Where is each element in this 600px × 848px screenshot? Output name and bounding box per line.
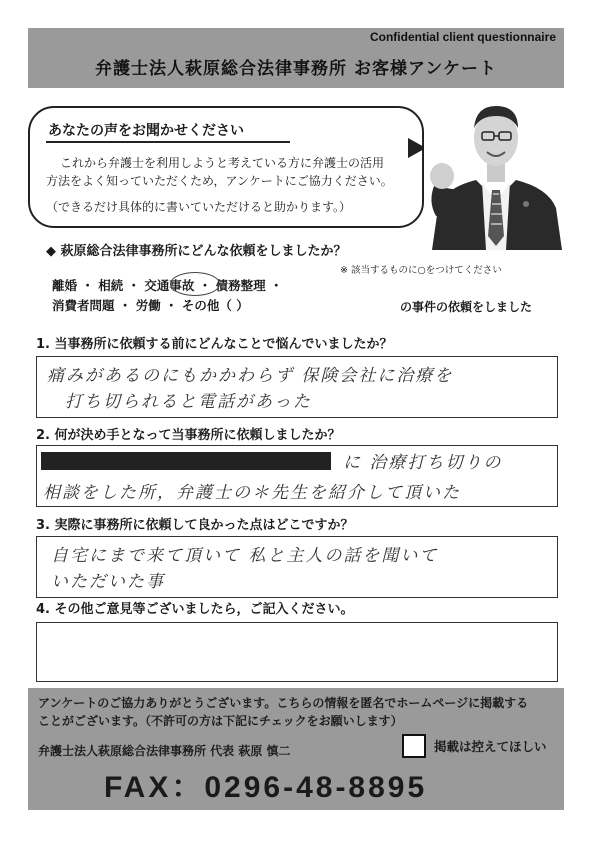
request-options-line1: 離婚 ・ 相続 ・ 交通事故 ・ 債務整理 ・ (52, 278, 283, 293)
answer-text: 痛みがあるのにもかかわらず 保険会社に治療を (47, 366, 454, 386)
bubble-title: あなたの声をお聞かせください (48, 123, 244, 139)
footer-text-line: アンケートのご協力ありがとうございます。こちらの情報を匿名でホームページに掲載する (38, 696, 529, 710)
answer-text: 打ち切られると電話があった (65, 392, 312, 412)
request-options-line2: 消費者問題 ・ 労働 ・ その他（ ） (52, 298, 249, 313)
request-suffix: の事件の依頼をしました (400, 300, 533, 314)
question-4-title: 4. その他ご意見等ございましたら，ご記入ください。 (36, 602, 354, 617)
answer-text: いただいた事 (51, 572, 165, 592)
answer-box-3[interactable] (36, 536, 558, 598)
answer-box-4[interactable] (36, 622, 558, 682)
lawyer-photo (424, 90, 564, 250)
bubble-text-line: これから弁護士を利用しようと考えている方に弁護士の活用 (60, 156, 385, 170)
firm-representative: 弁護士法人萩原総合法律事務所 代表 萩原 慎二 (38, 744, 291, 758)
page-title: 弁護士法人萩原総合法律事務所 お客様アンケート (95, 59, 497, 79)
footer-band (28, 688, 564, 810)
redaction-bar (41, 452, 331, 470)
question-3-title: 3. 実際に事務所に依頼して良かった点はどこですか？ (36, 518, 354, 533)
no-publish-checkbox[interactable] (402, 734, 426, 758)
bubble-text-line: 方法をよく知っていただくため，アンケートにご協力ください。 (46, 174, 393, 188)
answer-text: 相談をした所，弁護士の＊先生を紹介して頂いた (43, 483, 461, 503)
bubble-title-underline (46, 141, 290, 143)
bubble-text-line: （できるだけ具体的に書いていただけると助かります。） (46, 200, 352, 214)
speech-bubble (28, 106, 424, 228)
header-band (28, 28, 564, 88)
request-type-question: ◆ 萩原総合法律事務所にどんな依頼をしましたか？ (46, 244, 347, 259)
answer-box-1[interactable] (36, 356, 558, 418)
no-publish-label: 掲載は控えてほしい (434, 739, 547, 754)
answer-text: 自宅にまで来て頂いて 私と主人の話を聞いて (51, 546, 439, 566)
question-1-title: 1. 当事務所に依頼する前にどんなことで悩んでいましたか？ (36, 337, 393, 352)
selected-option-circle (170, 272, 220, 296)
footer-text-line: ことがございます。（不許可の方は下記にチェックをお願いします） (38, 714, 403, 728)
english-title: Confidential client questionnaire (369, 30, 556, 44)
instruction-note: ※ 該当するものに○をつけてください (340, 265, 502, 276)
question-2-title: 2. 何が決め手となって当事務所に依頼しましたか？ (36, 428, 341, 443)
answer-box-2[interactable] (36, 445, 558, 507)
answer-text: に 治療打ち切りの (343, 453, 503, 473)
lawyer-photo-illustration (424, 90, 564, 250)
fax-number: FAX：0296-48-8895 (104, 771, 428, 804)
